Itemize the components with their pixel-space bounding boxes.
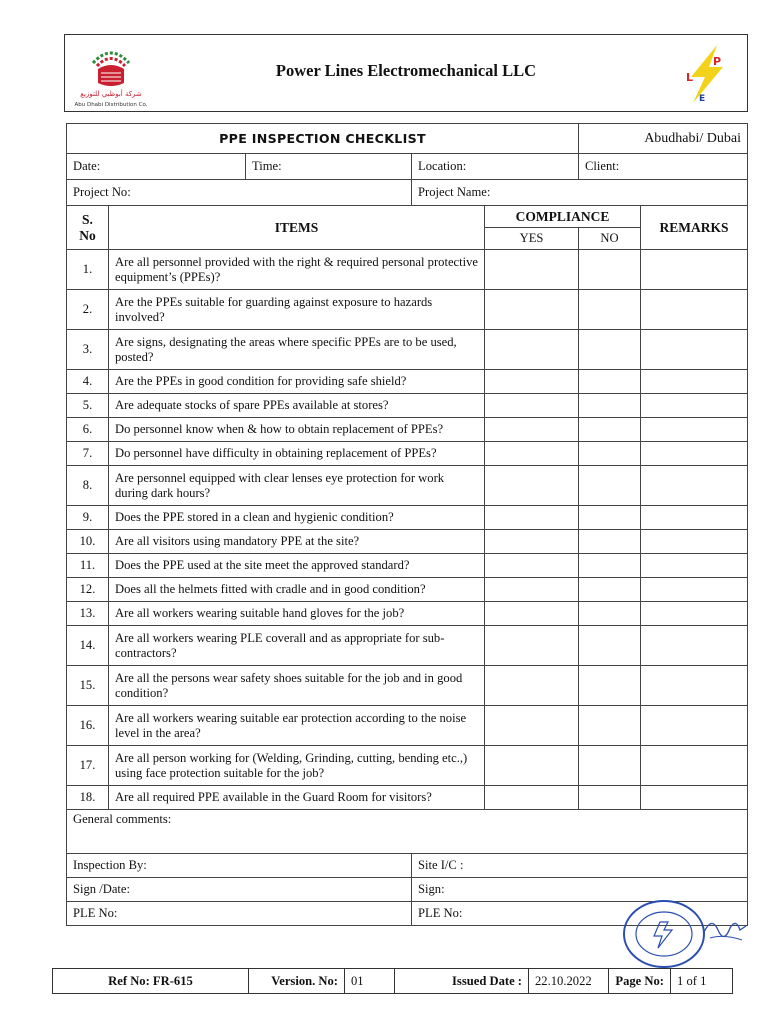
row-number: 11. bbox=[67, 554, 109, 578]
ple-no-field: PLE No: bbox=[67, 902, 412, 926]
no-cell[interactable] bbox=[579, 442, 641, 466]
row-item: Are all workers wearing PLE coverall and as appropriate for sub-contractors? bbox=[109, 626, 485, 666]
no-cell[interactable] bbox=[579, 506, 641, 530]
yes-cell[interactable] bbox=[485, 578, 579, 602]
sno-header: S. No bbox=[67, 206, 109, 250]
table-row bbox=[67, 442, 748, 466]
no-cell[interactable] bbox=[579, 626, 641, 666]
checklist-rows bbox=[67, 250, 748, 810]
signature bbox=[700, 906, 748, 946]
general-comments: General comments: bbox=[67, 810, 748, 854]
table-row bbox=[67, 506, 748, 530]
table-row bbox=[67, 706, 748, 746]
remarks-cell[interactable] bbox=[641, 602, 748, 626]
table-row bbox=[67, 602, 748, 626]
row-number: 8. bbox=[67, 466, 109, 506]
no-cell[interactable] bbox=[579, 394, 641, 418]
remarks-cell[interactable] bbox=[641, 330, 748, 370]
remarks-cell[interactable] bbox=[641, 786, 748, 810]
time-field: Time: bbox=[246, 154, 412, 180]
yes-cell[interactable] bbox=[485, 442, 579, 466]
row-item: Does the PPE used at the site meet the approved standard? bbox=[109, 554, 485, 578]
client-field: Client: bbox=[579, 154, 748, 180]
compliance-header: COMPLIANCE bbox=[485, 206, 641, 228]
table-row bbox=[67, 394, 748, 418]
ref-number: Ref No: FR-615 bbox=[53, 969, 249, 994]
table-row bbox=[67, 330, 748, 370]
remarks-cell[interactable] bbox=[641, 442, 748, 466]
document-footer bbox=[52, 968, 733, 994]
row-number: 12. bbox=[67, 578, 109, 602]
project-no-field: Project No: bbox=[67, 180, 412, 206]
yes-cell[interactable] bbox=[485, 602, 579, 626]
ple-logo bbox=[677, 43, 735, 105]
row-number: 6. bbox=[67, 418, 109, 442]
no-cell[interactable] bbox=[579, 370, 641, 394]
remarks-cell[interactable] bbox=[641, 554, 748, 578]
yes-cell[interactable] bbox=[485, 666, 579, 706]
table-row bbox=[67, 290, 748, 330]
remarks-cell[interactable] bbox=[641, 418, 748, 442]
row-number: 1. bbox=[67, 250, 109, 290]
ppe-checklist-table bbox=[66, 123, 748, 926]
row-item: Are signs, designating the areas where specific PPEs are to be used, posted? bbox=[109, 330, 485, 370]
table-row bbox=[67, 746, 748, 786]
adc-logo-arabic: شركة أبوظبي للتوزيع bbox=[80, 90, 142, 98]
project-name-field: Project Name: bbox=[412, 180, 748, 206]
no-cell[interactable] bbox=[579, 250, 641, 290]
location-field: Location: bbox=[412, 154, 579, 180]
row-number: 2. bbox=[67, 290, 109, 330]
yes-cell[interactable] bbox=[485, 746, 579, 786]
row-number: 3. bbox=[67, 330, 109, 370]
row-item: Are all the persons wear safety shoes suitable for the job and in good condition? bbox=[109, 666, 485, 706]
ple-no-field-2: PLE No: bbox=[412, 902, 748, 926]
company-stamp bbox=[620, 898, 708, 970]
inspection-by-field: Inspection By: bbox=[67, 854, 412, 878]
yes-cell[interactable] bbox=[485, 626, 579, 666]
table-row bbox=[67, 626, 748, 666]
no-cell[interactable] bbox=[579, 418, 641, 442]
yes-cell[interactable] bbox=[485, 554, 579, 578]
no-header: NO bbox=[579, 228, 641, 250]
no-cell[interactable] bbox=[579, 578, 641, 602]
no-cell[interactable] bbox=[579, 786, 641, 810]
yes-header: YES bbox=[485, 228, 579, 250]
row-item: Are all workers wearing suitable hand gloves for the job? bbox=[109, 602, 485, 626]
remarks-cell[interactable] bbox=[641, 530, 748, 554]
remarks-cell[interactable] bbox=[641, 626, 748, 666]
row-item: Does the PPE stored in a clean and hygienic condition? bbox=[109, 506, 485, 530]
row-number: 16. bbox=[67, 706, 109, 746]
row-number: 13. bbox=[67, 602, 109, 626]
yes-cell[interactable] bbox=[485, 466, 579, 506]
remarks-cell[interactable] bbox=[641, 746, 748, 786]
svg-text:L: L bbox=[686, 71, 694, 84]
date-field: Date: bbox=[67, 154, 246, 180]
no-cell[interactable] bbox=[579, 554, 641, 578]
no-cell[interactable] bbox=[579, 706, 641, 746]
table-row bbox=[67, 554, 748, 578]
row-item: Are all required PPE available in the Guard Room for visitors? bbox=[109, 786, 485, 810]
yes-cell[interactable] bbox=[485, 370, 579, 394]
remarks-header: REMARKS bbox=[641, 206, 748, 250]
site-ic-field: Site I/C : bbox=[412, 854, 748, 878]
svg-text:E: E bbox=[699, 94, 706, 104]
row-number: 15. bbox=[67, 666, 109, 706]
row-item: Does all the helmets fitted with cradle and in good condition? bbox=[109, 578, 485, 602]
table-row bbox=[67, 578, 748, 602]
yes-cell[interactable] bbox=[485, 394, 579, 418]
row-number: 10. bbox=[67, 530, 109, 554]
row-item: Are the PPEs in good condition for providing safe shield? bbox=[109, 370, 485, 394]
remarks-cell[interactable] bbox=[641, 394, 748, 418]
remarks-cell[interactable] bbox=[641, 250, 748, 290]
remarks-cell[interactable] bbox=[641, 290, 748, 330]
row-item: Are all person working for (Welding, Grinding, cutting, bending etc.,) using face protection suitable for the job? bbox=[109, 746, 485, 786]
no-cell[interactable] bbox=[579, 602, 641, 626]
remarks-cell[interactable] bbox=[641, 370, 748, 394]
row-number: 18. bbox=[67, 786, 109, 810]
page-number-label: Page No: bbox=[609, 969, 671, 994]
row-number: 5. bbox=[67, 394, 109, 418]
version-value: 01 bbox=[345, 969, 395, 994]
checklist-title: PPE INSPECTION CHECKLIST bbox=[67, 124, 579, 154]
table-row bbox=[67, 786, 748, 810]
adc-logo-english: Abu Dhabi Distribution Co. bbox=[74, 102, 148, 108]
yes-cell[interactable] bbox=[485, 250, 579, 290]
row-number: 14. bbox=[67, 626, 109, 666]
yes-cell[interactable] bbox=[485, 706, 579, 746]
table-row bbox=[67, 530, 748, 554]
row-item: Are personnel equipped with clear lenses eye protection for work during dark hours? bbox=[109, 466, 485, 506]
row-item: Are all visitors using mandatory PPE at the site? bbox=[109, 530, 485, 554]
table-row bbox=[67, 466, 748, 506]
page-number-value: 1 of 1 bbox=[671, 969, 733, 994]
row-item: Do personnel know when & how to obtain replacement of PPEs? bbox=[109, 418, 485, 442]
no-cell[interactable] bbox=[579, 746, 641, 786]
table-row bbox=[67, 250, 748, 290]
yes-cell[interactable] bbox=[485, 418, 579, 442]
remarks-cell[interactable] bbox=[641, 666, 748, 706]
table-row bbox=[67, 418, 748, 442]
yes-cell[interactable] bbox=[485, 330, 579, 370]
remarks-cell[interactable] bbox=[641, 578, 748, 602]
yes-cell[interactable] bbox=[485, 530, 579, 554]
issued-date-label: Issued Date : bbox=[395, 969, 529, 994]
remarks-cell[interactable] bbox=[641, 706, 748, 746]
no-cell[interactable] bbox=[579, 330, 641, 370]
yes-cell[interactable] bbox=[485, 290, 579, 330]
row-item: Are all workers wearing suitable ear protection according to the noise level in the area? bbox=[109, 706, 485, 746]
row-number: 17. bbox=[67, 746, 109, 786]
svg-text:P: P bbox=[713, 55, 722, 68]
row-number: 9. bbox=[67, 506, 109, 530]
issued-date-value: 22.10.2022 bbox=[529, 969, 609, 994]
no-cell[interactable] bbox=[579, 290, 641, 330]
yes-cell[interactable] bbox=[485, 786, 579, 810]
no-cell[interactable] bbox=[579, 530, 641, 554]
no-cell[interactable] bbox=[579, 666, 641, 706]
row-number: 4. bbox=[67, 370, 109, 394]
table-row bbox=[67, 370, 748, 394]
row-number: 7. bbox=[67, 442, 109, 466]
row-item: Are the PPEs suitable for guarding against exposure to hazards involved? bbox=[109, 290, 485, 330]
company-name: Power Lines Electromechanical LLC bbox=[275, 61, 537, 80]
sign-date-field: Sign /Date: bbox=[67, 878, 412, 902]
version-label: Version. No: bbox=[249, 969, 345, 994]
region-label: Abudhabi/ Dubai bbox=[579, 124, 748, 154]
row-item: Are adequate stocks of spare PPEs available at stores? bbox=[109, 394, 485, 418]
no-cell[interactable] bbox=[579, 466, 641, 506]
table-row bbox=[67, 666, 748, 706]
sign-field: Sign: bbox=[412, 878, 748, 902]
items-header: ITEMS bbox=[109, 206, 485, 250]
remarks-cell[interactable] bbox=[641, 466, 748, 506]
yes-cell[interactable] bbox=[485, 506, 579, 530]
remarks-cell[interactable] bbox=[641, 506, 748, 530]
row-item: Do personnel have difficulty in obtaining replacement of PPEs? bbox=[109, 442, 485, 466]
document-header bbox=[64, 34, 748, 112]
row-item: Are all personnel provided with the right & required personal protective equipment’s (PPEs)? bbox=[109, 250, 485, 290]
